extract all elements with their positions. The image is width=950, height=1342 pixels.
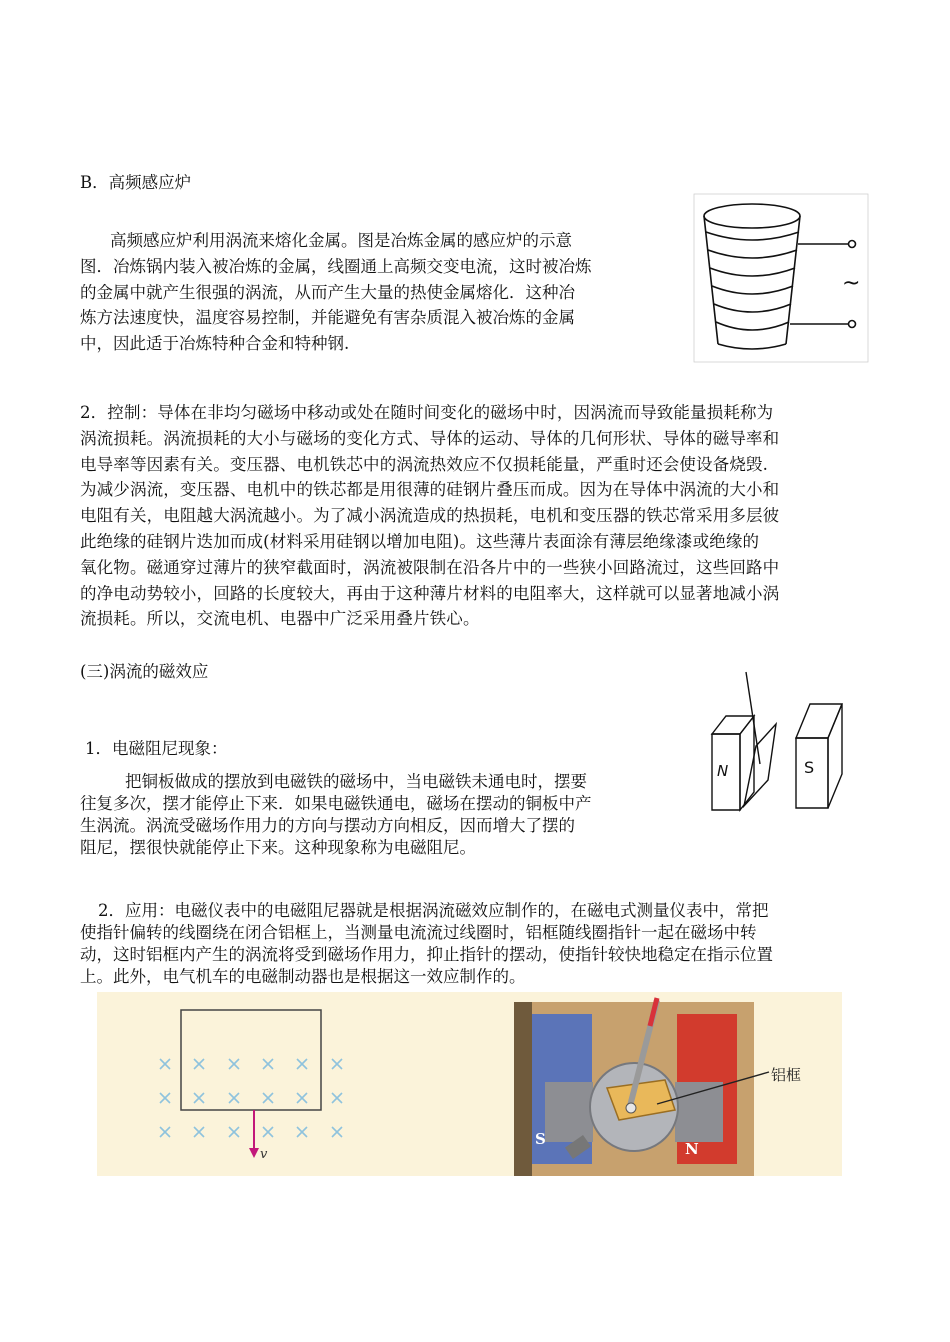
text-line: 为减少涡流，变压器、电机中的铁芯都是用很薄的硅钢片叠压而成。因为在导体中涡流的大小和 xyxy=(80,480,780,500)
text-line: 电导率等因素有关。变压器、电机铁芯中的涡流热效应不仅损耗能量，严重时还会使设备烧毁. xyxy=(80,454,769,474)
text-line: 的净电动势较小，回路的长度较大，再由于这种薄片材料的电阻率大，这样就可以显著地减小涡 xyxy=(80,583,780,603)
coil-turn xyxy=(712,286,793,294)
induction-furnace-figure xyxy=(692,192,870,364)
terminal-icon xyxy=(849,241,856,248)
coil-turn xyxy=(708,250,797,258)
text-line: 高频感应炉利用涡流来熔化金属。图是冶炼金属的感应炉的示意 xyxy=(110,231,572,250)
coil-turn xyxy=(714,304,791,312)
eddy-application-figure xyxy=(97,992,842,1176)
text-line: 2．控制：导体在非均匀磁场中移动或处在随时间变化的磁场中时，因涡流而导致能量损耗称为 xyxy=(80,403,774,422)
application-paragraph xyxy=(80,900,880,988)
crucible-rim xyxy=(704,204,800,228)
text-line: 电阻有关，电阻越大涡流越小。为了减小涡流造成的热损耗，电机和变压器的铁芯常采用多层彼 xyxy=(80,506,780,526)
text-line: 把铜板做成的摆放到电磁铁的磁场中，当电磁铁未通电时，摆要 xyxy=(125,772,587,791)
meter-illustration xyxy=(514,998,769,1176)
section-b-paragraph xyxy=(80,228,680,357)
crucible-bottom xyxy=(718,344,786,349)
ac-symbol: ~ xyxy=(842,271,861,296)
text-line: 流损耗。所以，交流电机、电器中广泛采用叠片铁心。 xyxy=(80,609,480,629)
damping-paragraph xyxy=(80,771,680,859)
pole-n-label: N xyxy=(717,762,729,780)
coil-turn xyxy=(706,232,799,240)
text-line: 上。此外，电气机车的电磁制动器也是根据这一效应制作的。 xyxy=(80,967,526,986)
pivot xyxy=(626,1103,636,1113)
velocity-label: v xyxy=(260,1147,268,1162)
frame-callout-label: 铝框 xyxy=(771,1066,802,1084)
text-line: 中，因此适于冶炼特种合金和特种钢. xyxy=(80,334,350,354)
coil-turn xyxy=(716,322,789,330)
magnet-s-side xyxy=(828,704,842,808)
terminal-icon xyxy=(849,321,856,328)
text-line: 图．冶炼锅内装入被冶炼的金属，线圈通上高频交变电流，这时被冶炼 xyxy=(80,256,592,276)
meter-n-label: N xyxy=(685,1140,699,1158)
meter-s-label: S xyxy=(535,1130,546,1148)
text-line: 2．应用：电磁仪表中的电磁阻尼器就是根据涡流磁效应制作的，在磁电式测量仪表中，常把 xyxy=(98,901,769,920)
damping-figure xyxy=(700,668,870,818)
text-line: 炼方法速度快，温度容易控制，并能避免有害杂质混入被冶炼的金属 xyxy=(80,308,575,328)
text-line: 往复多次，摆才能停止下来．如果电磁铁通电，磁场在摆动的铜板中产 xyxy=(80,794,592,813)
pendulum-rod xyxy=(746,672,760,764)
text-line: 涡流损耗。涡流损耗的大小与磁场的变化方式、导体的运动、导体的几何形状、导体的磁导率和 xyxy=(80,428,780,448)
coil-turn xyxy=(710,268,795,276)
pole-s-label: S xyxy=(804,758,815,777)
damping-heading: 1．电磁阻尼现象： xyxy=(85,739,228,758)
text-line: 的金属中就产生很强的涡流，从而产生大量的热使金属熔化．这种冶 xyxy=(80,282,575,302)
text-line: 阻尼，摆很快就能停止下来。这种现象称为电磁阻尼。 xyxy=(80,838,476,857)
copper-plate xyxy=(744,724,776,806)
text-line: 使指针偏转的线圈绕在闭合铝框上，当测量电流流过线圈时，铝框随线圈指针一起在磁场中转 xyxy=(80,923,757,942)
text-line: 氧化物。磁通穿过薄片的狭窄截面时，涡流被限制在沿各片中的一些狭小回路流过，这些回路中 xyxy=(80,557,780,577)
magnetic-effect-heading: (三)涡流的磁效应 xyxy=(80,662,209,681)
control-paragraph xyxy=(80,400,880,632)
text-line: 动，这时铝框内产生的涡流将受到磁场作用力，抑止指针的摆动，使指针较快地稳定在指示位置 xyxy=(80,945,773,964)
section-b-heading: B．高频感应炉 xyxy=(80,173,192,192)
text-line: 生涡流。涡流受磁场作用力的方向与摆动方向相反，因而增大了摆的 xyxy=(80,816,575,835)
text-line: 此绝缘的硅钢片迭加而成(材料采用硅钢以增加电阻)。这些薄片表面涂有薄层绝缘漆或绝缘的 xyxy=(80,531,760,551)
